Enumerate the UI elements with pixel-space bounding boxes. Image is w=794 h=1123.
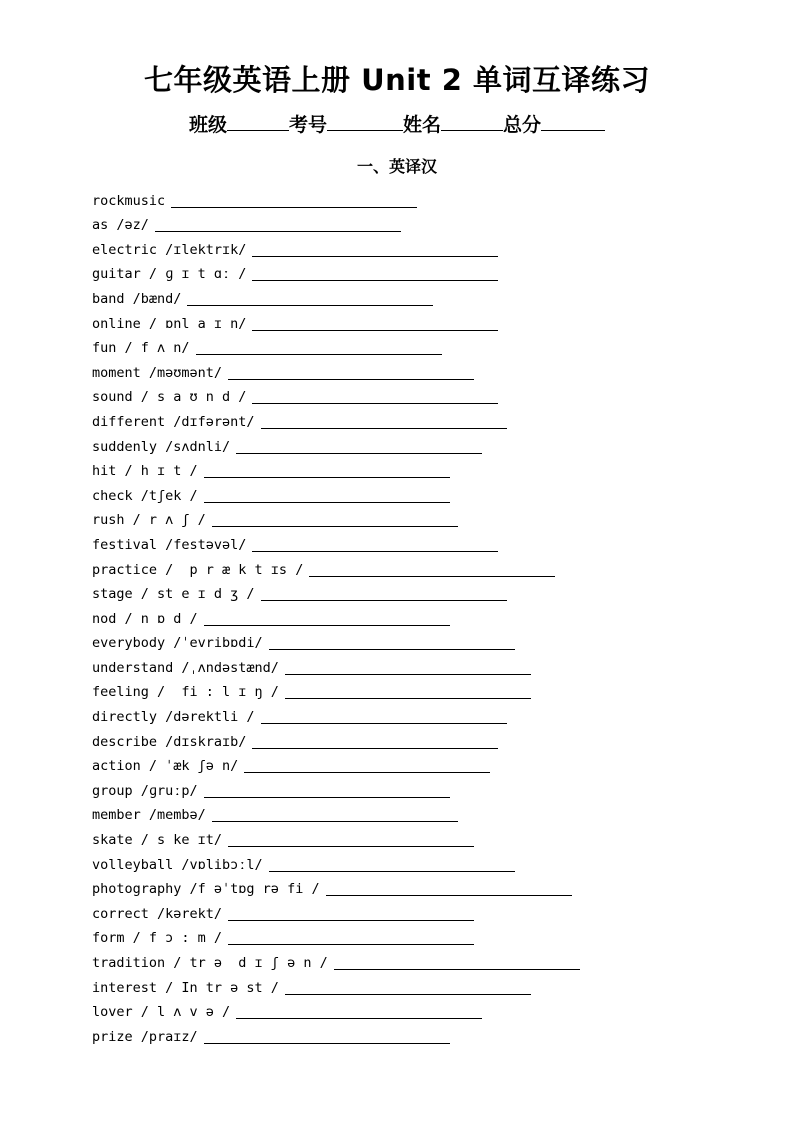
vocab-word: as /əz/ (92, 217, 149, 234)
student-info-line (0, 110, 794, 137)
list-item (92, 556, 732, 581)
list-item (92, 482, 732, 507)
answer-blank[interactable] (155, 217, 401, 232)
vocab-word: online / ɒnl a ɪ n/ (92, 315, 247, 332)
answer-blank[interactable] (212, 512, 458, 527)
list-item (92, 384, 732, 409)
number-label: 考号 (288, 114, 327, 136)
list-item (92, 335, 732, 360)
class-label: 班级 (188, 114, 227, 136)
score-label: 总分 (503, 114, 542, 136)
vocab-word: hit / h ɪ t / (92, 463, 198, 480)
vocab-word: correct /kərekt/ (92, 905, 223, 922)
list-item (92, 458, 732, 483)
answer-blank[interactable] (204, 611, 450, 626)
answer-blank[interactable] (252, 389, 498, 404)
list-item (92, 507, 732, 532)
vocab-word: stage / st e ɪ d ʒ / (92, 586, 255, 603)
answer-blank[interactable] (212, 807, 458, 822)
number-blank[interactable] (327, 112, 403, 131)
list-item (92, 802, 732, 827)
vocab-word: practice / p r æ k t ɪs / (92, 561, 304, 578)
answer-blank[interactable] (309, 562, 555, 577)
list-item (92, 433, 732, 458)
vocab-word: rush / r ʌ ʃ / (92, 512, 206, 529)
vocab-word: photography /f əˈtɒg rə fi / (92, 881, 320, 898)
answer-blank[interactable] (252, 242, 498, 257)
answer-blank[interactable] (261, 414, 507, 429)
vocab-word: moment /məʊmənt/ (92, 364, 223, 381)
list-item (92, 531, 732, 556)
answer-blank[interactable] (285, 684, 531, 699)
list-item (92, 900, 732, 925)
list-item (92, 261, 732, 286)
score-blank[interactable] (541, 112, 605, 131)
list-item (92, 1023, 732, 1048)
answer-blank[interactable] (228, 832, 474, 847)
answer-blank[interactable] (326, 881, 572, 896)
vocab-word: lover / l ʌ v ə / (92, 1004, 231, 1021)
answer-blank[interactable] (204, 1029, 450, 1044)
answer-blank[interactable] (252, 537, 498, 552)
name-label: 姓名 (403, 114, 442, 136)
vocab-word: describe /dɪskraɪb/ (92, 733, 247, 750)
name-blank[interactable] (441, 112, 503, 131)
list-item (92, 212, 732, 237)
class-blank[interactable] (227, 112, 289, 131)
answer-blank[interactable] (252, 266, 498, 281)
answer-blank[interactable] (187, 291, 433, 306)
answer-blank[interactable] (228, 365, 474, 380)
vocab-word: volleyball /vɒlibɔːl/ (92, 856, 263, 873)
list-item (92, 728, 732, 753)
list-item (92, 679, 732, 704)
list-item (92, 753, 732, 778)
answer-blank[interactable] (228, 930, 474, 945)
page-title: 七年级英语上册 Unit 2 单词互译练习 (144, 63, 650, 97)
answer-blank[interactable] (244, 758, 490, 773)
vocab-word: nod / n ɒ d / (92, 610, 198, 627)
list-item (92, 974, 732, 999)
vocab-word: prize /praɪz/ (92, 1028, 198, 1045)
answer-blank[interactable] (285, 660, 531, 675)
vocab-word: action / ˈæk ʃə n/ (92, 758, 239, 775)
vocab-word: skate / s ke ɪt/ (92, 832, 223, 849)
vocab-word: fun / f ʌ n/ (92, 340, 190, 357)
answer-blank[interactable] (269, 635, 515, 650)
answer-blank[interactable] (236, 439, 482, 454)
answer-blank[interactable] (285, 980, 531, 995)
list-item (92, 408, 732, 433)
vocab-word: different /dɪfərənt/ (92, 413, 255, 430)
list-item (92, 654, 732, 679)
answer-blank[interactable] (228, 906, 474, 921)
vocab-word: festival /festəvəl/ (92, 536, 247, 553)
vocab-word: sound / s a ʊ n d / (92, 389, 247, 406)
answer-blank[interactable] (261, 709, 507, 724)
vocab-word: understand /ˌʌndəstænd/ (92, 659, 279, 676)
vocab-word: member /membə/ (92, 807, 206, 824)
vocab-word: form / f ɔ : m / (92, 930, 223, 947)
vocab-word: feeling / fi : l ɪ ŋ / (92, 684, 279, 701)
list-item (92, 925, 732, 950)
answer-blank[interactable] (252, 316, 498, 331)
vocab-word: suddenly /sʌdnli/ (92, 438, 231, 455)
answer-blank[interactable] (204, 783, 450, 798)
answer-blank[interactable] (204, 488, 450, 503)
list-item (92, 236, 732, 261)
vocab-word: tradition / tr ə d ɪ ʃ ə n / (92, 955, 328, 971)
answer-blank[interactable] (171, 193, 417, 208)
vocabulary-list (92, 187, 732, 1048)
list-item (92, 949, 732, 974)
vocab-word: group /ɡruːp/ (92, 782, 198, 799)
answer-blank[interactable] (204, 463, 450, 478)
answer-blank[interactable] (252, 734, 498, 749)
vocab-word: interest / In tr ə st / (92, 979, 279, 996)
vocab-word: everybody /ˈevribɒdi/ (92, 635, 263, 652)
list-item (92, 605, 732, 630)
vocab-word: electric /ɪlektrɪk/ (92, 241, 247, 258)
answer-blank[interactable] (261, 586, 507, 601)
answer-blank[interactable] (196, 340, 442, 355)
vocab-word: directly /dərektli / (92, 709, 255, 726)
list-item (92, 581, 732, 606)
answer-blank[interactable] (236, 1004, 482, 1019)
vocab-word: rockmusic (92, 192, 166, 209)
section-title: 一、英译汉 (356, 157, 437, 176)
list-item (92, 703, 732, 728)
list-item (92, 359, 732, 384)
list-item (92, 826, 732, 851)
answer-blank[interactable] (334, 955, 580, 970)
list-item (92, 630, 732, 655)
answer-blank[interactable] (269, 857, 515, 872)
list-item (92, 999, 732, 1024)
vocab-word: check /tʃek / (92, 487, 198, 504)
vocab-word: band /bænd/ (92, 290, 182, 307)
list-item (92, 187, 732, 212)
list-item (92, 777, 732, 802)
list-item (92, 876, 732, 901)
list-item (92, 851, 732, 876)
list-item (92, 285, 732, 310)
vocab-word: guitar / ɡ ɪ t ɑː / (92, 266, 247, 283)
list-item (92, 310, 732, 335)
